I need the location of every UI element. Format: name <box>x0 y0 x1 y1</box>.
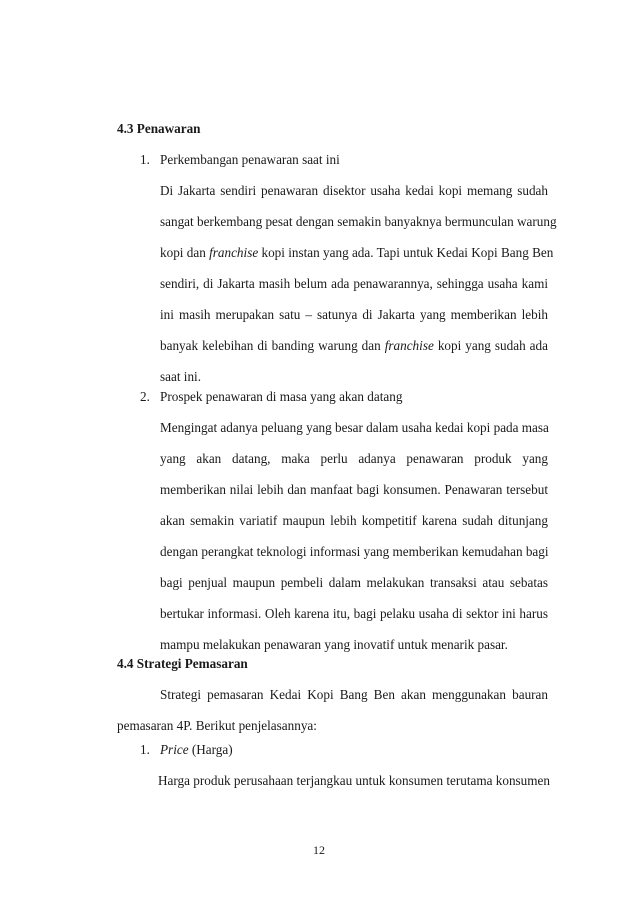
text-line: Mengingat adanya peluang yang besar dalam usaha kedai kopi pada masa <box>160 420 549 435</box>
text-line: Di Jakarta sendiri penawaran disektor usaha kedai kopi memang sudah <box>160 183 548 198</box>
list-item-title: Prospek penawaran di masa yang akan datang <box>160 389 403 404</box>
italic-term: franchise <box>384 338 434 353</box>
text-segment: banyak kelebihan di banding warung dan <box>160 338 385 353</box>
text-line: ini masih merupakan satu – satunya di Jakarta yang memberikan lebih <box>160 307 548 322</box>
paragraph-prospek <box>160 412 548 660</box>
text-line: bertukar informasi. Oleh karena itu, bagi pelaku usaha di sektor ini harus <box>160 606 548 621</box>
text-line: yang akan datang, maka perlu adanya penawaran produk yang <box>160 451 548 466</box>
list-number: 2. <box>140 389 150 404</box>
paragraph-strategi-intro-rest <box>117 710 548 741</box>
text-line: akan semakin variatif maupun lebih kompetitif karena sudah ditunjang <box>160 513 548 528</box>
list-number: 1. <box>140 152 150 167</box>
text-segment: kopi dan <box>160 245 210 260</box>
list-item-prospek <box>140 389 402 405</box>
list-item-title: Perkembangan penawaran saat ini <box>160 152 340 167</box>
text-line: sangat berkembang pesat dengan semakin banyaknya bermunculan warung <box>160 214 557 229</box>
text-line: dengan perangkat teknologi informasi yang memberikan kemudahan bagi <box>160 544 549 559</box>
text-line <box>160 237 554 268</box>
text-line: Strategi pemasaran Kedai Kopi Bang Ben akan menggunakan bauran <box>160 687 548 702</box>
list-item-price <box>140 742 233 758</box>
italic-term: franchise <box>209 245 259 260</box>
text-line: mampu melakukan penawaran yang inovatif untuk menarik pasar. <box>160 637 508 652</box>
list-number: 1. <box>140 742 150 757</box>
list-item-title-rest: (Harga) <box>188 742 233 757</box>
list-item-title-italic: Price <box>160 742 189 757</box>
paragraph-perkembangan <box>160 175 557 392</box>
text-segment: kopi yang sudah ada <box>433 338 548 353</box>
text-segment: kopi instan yang ada. Tapi untuk Kedai Kopi Bang Ben <box>258 245 554 260</box>
page-number: 12 <box>313 843 325 857</box>
section-heading-penawaran: 4.3 Penawaran <box>117 121 201 136</box>
section-heading-strategi-pemasaran: 4.4 Strategi Pemasaran <box>117 656 248 671</box>
text-line: sendiri, di Jakarta masih belum ada penawarannya, sehingga usaha kami <box>160 276 548 291</box>
text-line: Harga produk perusahaan terjangkau untuk konsumen terutama konsumen <box>158 773 550 788</box>
paragraph-strategi-intro-first <box>160 679 548 710</box>
text-line: saat ini. <box>160 369 202 384</box>
text-line: pemasaran 4P. Berikut penjelasannya: <box>117 718 317 733</box>
text-line: memberikan nilai lebih dan manfaat bagi konsumen. Penawaran tersebut <box>160 482 548 497</box>
list-item-perkembangan <box>140 152 340 168</box>
text-line: bagi penjual maupun pembeli dalam melakukan transaksi atau sebatas <box>160 575 548 590</box>
paragraph-price <box>158 765 548 796</box>
text-line <box>160 330 548 361</box>
